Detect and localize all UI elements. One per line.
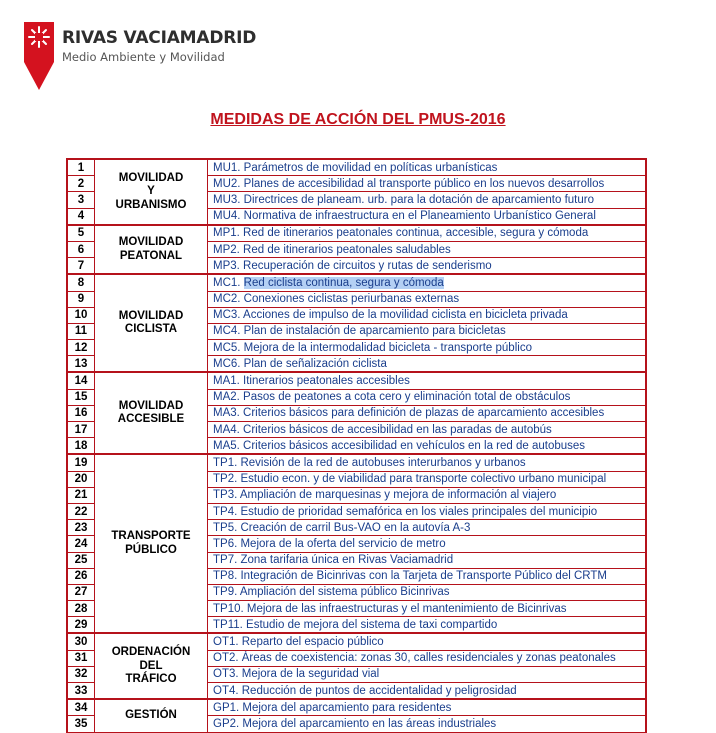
measure-number: 2 (67, 176, 95, 192)
measure-number: 3 (67, 192, 95, 208)
measure-number: 35 (67, 716, 95, 732)
measure-number: 4 (67, 208, 95, 225)
measures-table-body (67, 159, 646, 732)
measure-text[interactable]: MC3. Acciones de impulso de la movilidad ciclista en bicicleta privada (208, 307, 647, 323)
measure-text[interactable]: OT3. Mejora de la seguridad vial (208, 666, 647, 682)
measure-number: 10 (67, 307, 95, 323)
measure-text[interactable]: TP7. Zona tarifaria única en Rivas Vaciamadrid (208, 552, 647, 568)
measure-text[interactable]: MC4. Plan de instalación de aparcamiento para bicicletas (208, 323, 647, 339)
measure-text[interactable]: TP2. Estudio econ. y de viabilidad para transporte colectivo urbano municipal (208, 471, 647, 487)
measure-number: 9 (67, 291, 95, 307)
measure-text[interactable]: MU3. Directrices de planeam. urb. para la dotación de aparcamiento futuro (208, 192, 647, 208)
table-row (67, 225, 646, 242)
measure-text[interactable]: OT1. Reparto del espacio público (208, 633, 647, 650)
measure-number: 31 (67, 650, 95, 666)
group-name: MOVILIDAD CICLISTA (95, 274, 208, 372)
measures-table (66, 158, 647, 733)
measure-text[interactable]: TP9. Ampliación del sistema público Bicinrivas (208, 584, 647, 600)
measure-number: 11 (67, 323, 95, 339)
table-row (67, 372, 646, 389)
table-row (67, 159, 646, 176)
group-name: GESTIÓN (95, 699, 208, 732)
measure-number: 27 (67, 584, 95, 600)
measure-number: 8 (67, 274, 95, 291)
measure-number: 6 (67, 241, 95, 257)
city-logo (24, 22, 54, 90)
measure-number: 7 (67, 258, 95, 275)
measure-number: 25 (67, 552, 95, 568)
group-name: ORDENACIÓN DEL TRÁFICO (95, 633, 208, 699)
selected-text-highlight[interactable]: Red ciclista continua, segura y cómoda (243, 276, 444, 289)
measure-number: 32 (67, 666, 95, 682)
measure-text[interactable]: MP3. Recuperación de circuitos y rutas de senderismo (208, 258, 647, 275)
measure-text[interactable]: TP4. Estudio de prioridad semafórica en los viales principales del municipio (208, 503, 647, 519)
table-row (67, 633, 646, 650)
measure-number: 22 (67, 503, 95, 519)
measure-number: 18 (67, 438, 95, 455)
measure-number: 21 (67, 487, 95, 503)
measure-text[interactable]: MA2. Pasos de peatones a cota cero y eliminación total de obstáculos (208, 389, 647, 405)
measure-number: 17 (67, 422, 95, 438)
measure-text[interactable]: TP3. Ampliación de marquesinas y mejora de información al viajero (208, 487, 647, 503)
measure-number: 13 (67, 356, 95, 373)
measure-text[interactable]: MA3. Criterios básicos para definición de plazas de aparcamiento accesibles (208, 405, 647, 421)
measure-number: 19 (67, 454, 95, 471)
measure-text[interactable]: MP2. Red de itinerarios peatonales saludables (208, 241, 647, 257)
measure-text[interactable]: MC5. Mejora de la intermodalidad bicicleta - transporte público (208, 340, 647, 356)
measure-number: 12 (67, 340, 95, 356)
measure-text[interactable]: OT4. Reducción de puntos de accidentalidad y peligrosidad (208, 683, 647, 700)
measure-text[interactable]: MA4. Criterios básicos de accesibilidad en las paradas de autobús (208, 422, 647, 438)
org-name: RIVAS VACIAMADRID (62, 28, 257, 48)
measure-text[interactable]: TP11. Estudio de mejora del sistema de taxi compartido (208, 617, 647, 634)
group-name: MOVILIDAD Y URBANISMO (95, 159, 208, 225)
measure-text[interactable]: GP2. Mejora del aparcamiento en las áreas industriales (208, 716, 647, 732)
table-row (67, 274, 646, 291)
measure-text[interactable]: TP1. Revisión de la red de autobuses interurbanos y urbanos (208, 454, 647, 471)
measure-text[interactable]: MA5. Criterios básicos accesibilidad en vehículos en la red de autobuses (208, 438, 647, 455)
measure-number: 16 (67, 405, 95, 421)
measure-number: 5 (67, 225, 95, 242)
measure-number: 33 (67, 683, 95, 700)
table-row (67, 699, 646, 716)
measure-number: 15 (67, 389, 95, 405)
measure-text[interactable]: MA1. Itinerarios peatonales accesibles (208, 372, 647, 389)
measure-text[interactable]: TP5. Creación de carril Bus-VAO en la autovía A-3 (208, 520, 647, 536)
measure-text[interactable]: MU4. Normativa de infraestructura en el Planeamiento Urbanístico General (208, 208, 647, 225)
measure-number: 1 (67, 159, 95, 176)
measure-text[interactable]: MU1. Parámetros de movilidad en políticas urbanísticas (208, 159, 647, 176)
group-name: TRANSPORTE PÚBLICO (95, 454, 208, 633)
measure-number: 34 (67, 699, 95, 716)
measure-text[interactable]: TP6. Mejora de la oferta del servicio de metro (208, 536, 647, 552)
measure-number: 20 (67, 471, 95, 487)
measure-number: 29 (67, 617, 95, 634)
measure-text[interactable]: TP10. Mejora de las infraestructuras y el mantenimiento de Bicinrivas (208, 601, 647, 617)
measure-text[interactable]: MC1. Red ciclista continua, segura y cómoda (208, 274, 647, 291)
measure-text[interactable]: MC6. Plan de señalización ciclista (208, 356, 647, 373)
measure-number: 30 (67, 633, 95, 650)
measure-text[interactable]: MP1. Red de itinerarios peatonales continua, accesible, segura y cómoda (208, 225, 647, 242)
measure-text[interactable]: OT2. Áreas de coexistencia: zonas 30, calles residenciales y zonas peatonales (208, 650, 647, 666)
measure-number: 23 (67, 520, 95, 536)
group-name: MOVILIDAD PEATONAL (95, 225, 208, 275)
document-title: MEDIDAS DE ACCIÓN DEL PMUS-2016 (210, 111, 506, 128)
measure-text[interactable]: TP8. Integración de Bicinrivas con la Tarjeta de Transporte Público del CRTM (208, 568, 647, 584)
measure-number: 26 (67, 568, 95, 584)
measure-text[interactable]: MU2. Planes de accesibilidad al transporte público en los nuevos desarrollos (208, 176, 647, 192)
measure-number: 24 (67, 536, 95, 552)
measure-text[interactable]: MC2. Conexiones ciclistas periurbanas externas (208, 291, 647, 307)
table-row (67, 454, 646, 471)
measure-number: 28 (67, 601, 95, 617)
measure-number: 14 (67, 372, 95, 389)
group-name: MOVILIDAD ACCESIBLE (95, 372, 208, 454)
department-name: Medio Ambiente y Movilidad (62, 50, 225, 64)
measure-text[interactable]: GP1. Mejora del aparcamiento para residentes (208, 699, 647, 716)
